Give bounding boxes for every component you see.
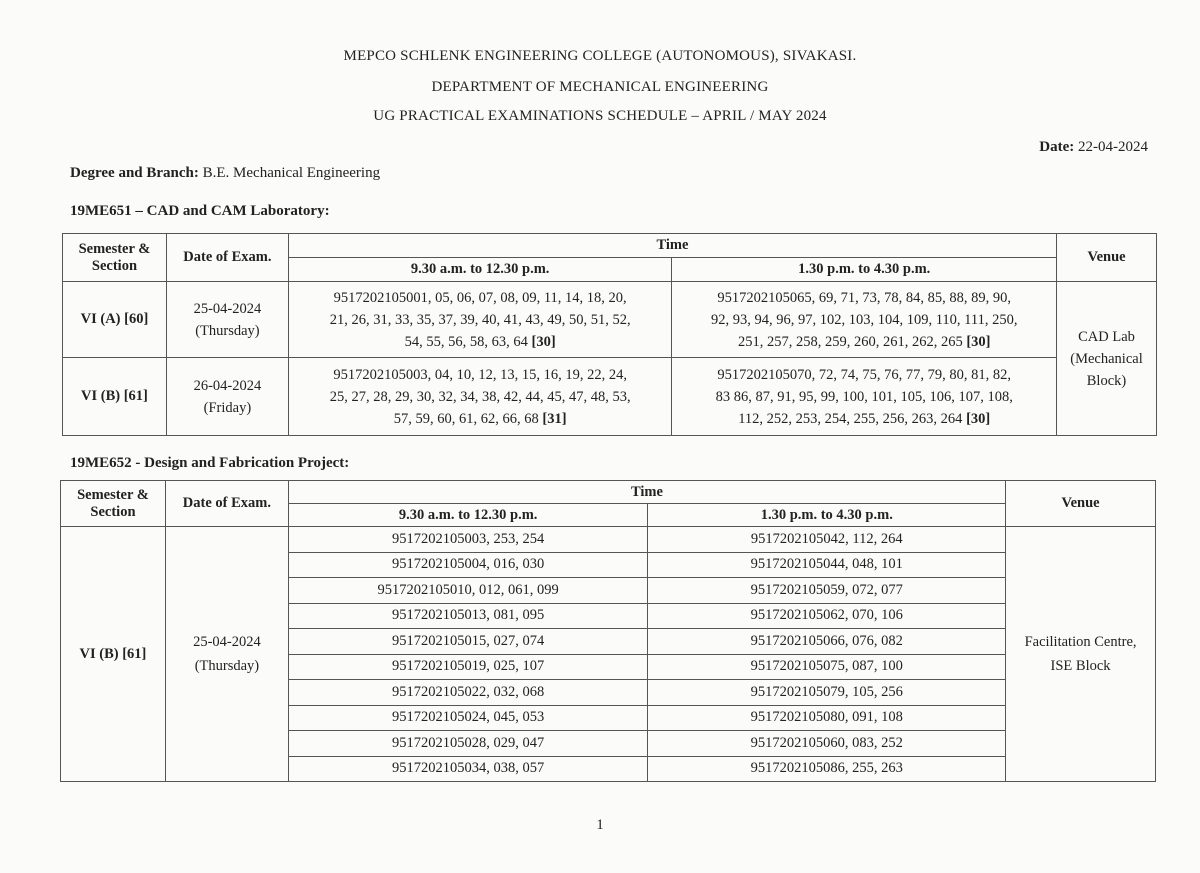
afternoon-cell: 9517202105060, 083, 252 — [648, 731, 1006, 757]
time-header: Time — [288, 234, 1056, 258]
section1-title: 19ME651 – CAD and CAM Laboratory: — [70, 203, 330, 219]
afternoon-header: 1.30 p.m. to 4.30 p.m. — [648, 504, 1006, 527]
degree-label: Degree and Branch: — [70, 165, 199, 181]
section-cell: VI (A) [60] — [63, 282, 167, 358]
afternoon-cell: 9517202105044, 048, 101 — [648, 552, 1006, 578]
section-cell: VI (B) [61] — [61, 527, 166, 782]
venue-header: Venue — [1006, 481, 1156, 527]
morning-cell: 9517202105028, 029, 047 — [288, 731, 648, 757]
semester-header: Semester & Section — [63, 234, 167, 282]
morning-cell: 9517202105034, 038, 057 — [288, 756, 648, 782]
section2-title: 19ME652 - Design and Fabrication Project: — [70, 455, 350, 471]
afternoon-cell: 9517202105080, 091, 108 — [648, 705, 1006, 731]
document-date — [1039, 139, 1148, 156]
date-header: Date of Exam. — [166, 234, 288, 282]
morning-header: 9.30 a.m. to 12.30 p.m. — [288, 258, 672, 282]
afternoon-cell: 9517202105075, 087, 100 — [648, 654, 1006, 680]
page-number: 1 — [596, 817, 604, 833]
morning-cell: 9517202105003, 04, 10, 12, 13, 15, 16, 19, 22, 24, 25, 27, 28, 29, 30, 32, 34, 38, 42, 44, 45, 47, 48, 53, 57, 59, 60, 61, 62, 66, 68 [31] — [288, 358, 672, 436]
section-cell: VI (B) [61] — [63, 358, 167, 436]
degree-value: B.E. Mechanical Engineering — [198, 165, 381, 181]
afternoon-cell: 9517202105086, 255, 263 — [648, 756, 1006, 782]
morning-header: 9.30 a.m. to 12.30 p.m. — [288, 504, 648, 527]
semester-header: Semester & Section — [61, 481, 166, 527]
morning-cell: 9517202105022, 032, 068 — [288, 680, 648, 706]
morning-cell: 9517202105001, 05, 06, 07, 08, 09, 11, 14, 18, 20, 21, 26, 31, 33, 35, 37, 39, 40, 41, 43, 49, 50, 51, 52, 54, 55, 56, 58, 63, 64 [30] — [288, 282, 672, 358]
schedule-title: UG PRACTICAL EXAMINATIONS SCHEDULE – APRIL / MAY 2024 — [373, 108, 827, 124]
afternoon-cell: 9517202105065, 69, 71, 73, 78, 84, 85, 88, 89, 90, 92, 93, 94, 96, 97, 102, 103, 104, 109, 110, 111, 250, 251, 257, 258, 259, 260, 261, 262, 265 [30] — [672, 282, 1057, 358]
afternoon-cell: 9517202105066, 076, 082 — [648, 629, 1006, 655]
date-value: 22-04-2024 — [1074, 139, 1148, 155]
morning-cell: 9517202105010, 012, 061, 099 — [288, 578, 648, 604]
date-cell: 25-04-2024 (Thursday) — [165, 527, 288, 782]
table-row — [63, 282, 1157, 358]
date-cell: 25-04-2024 (Thursday) — [166, 282, 288, 358]
department-title: DEPARTMENT OF MECHANICAL ENGINEERING — [431, 79, 769, 95]
afternoon-cell: 9517202105070, 72, 74, 75, 76, 77, 79, 80, 81, 82, 83 86, 87, 91, 95, 99, 100, 101, 105, 106, 107, 108, 112, 252, 253, 254, 255, 256, 263, 264 [30] — [672, 358, 1057, 436]
morning-cell: 9517202105003, 253, 254 — [288, 527, 648, 553]
design-fabrication-schedule-table — [60, 480, 1156, 782]
date-cell: 26-04-2024 (Friday) — [166, 358, 288, 436]
venue-header: Venue — [1057, 234, 1157, 282]
afternoon-cell: 9517202105059, 072, 077 — [648, 578, 1006, 604]
morning-cell: 9517202105004, 016, 030 — [288, 552, 648, 578]
morning-cell: 9517202105013, 081, 095 — [288, 603, 648, 629]
table-row — [61, 527, 1156, 553]
venue-cell: CAD Lab (Mechanical Block) — [1057, 282, 1157, 436]
college-title: MEPCO SCHLENK ENGINEERING COLLEGE (AUTONOMOUS), SIVAKASI. — [343, 48, 857, 64]
afternoon-cell: 9517202105062, 070, 106 — [648, 603, 1006, 629]
afternoon-header: 1.30 p.m. to 4.30 p.m. — [672, 258, 1057, 282]
date-label: Date: — [1039, 139, 1075, 155]
table-row — [63, 358, 1157, 436]
afternoon-cell: 9517202105042, 112, 264 — [648, 527, 1006, 553]
degree-branch — [70, 165, 380, 182]
afternoon-cell: 9517202105079, 105, 256 — [648, 680, 1006, 706]
venue-cell: Facilitation Centre, ISE Block — [1006, 527, 1156, 782]
time-header: Time — [288, 481, 1005, 504]
date-header: Date of Exam. — [165, 481, 288, 527]
morning-cell: 9517202105019, 025, 107 — [288, 654, 648, 680]
morning-cell: 9517202105015, 027, 074 — [288, 629, 648, 655]
cad-cam-schedule-table — [62, 233, 1157, 436]
morning-cell: 9517202105024, 045, 053 — [288, 705, 648, 731]
